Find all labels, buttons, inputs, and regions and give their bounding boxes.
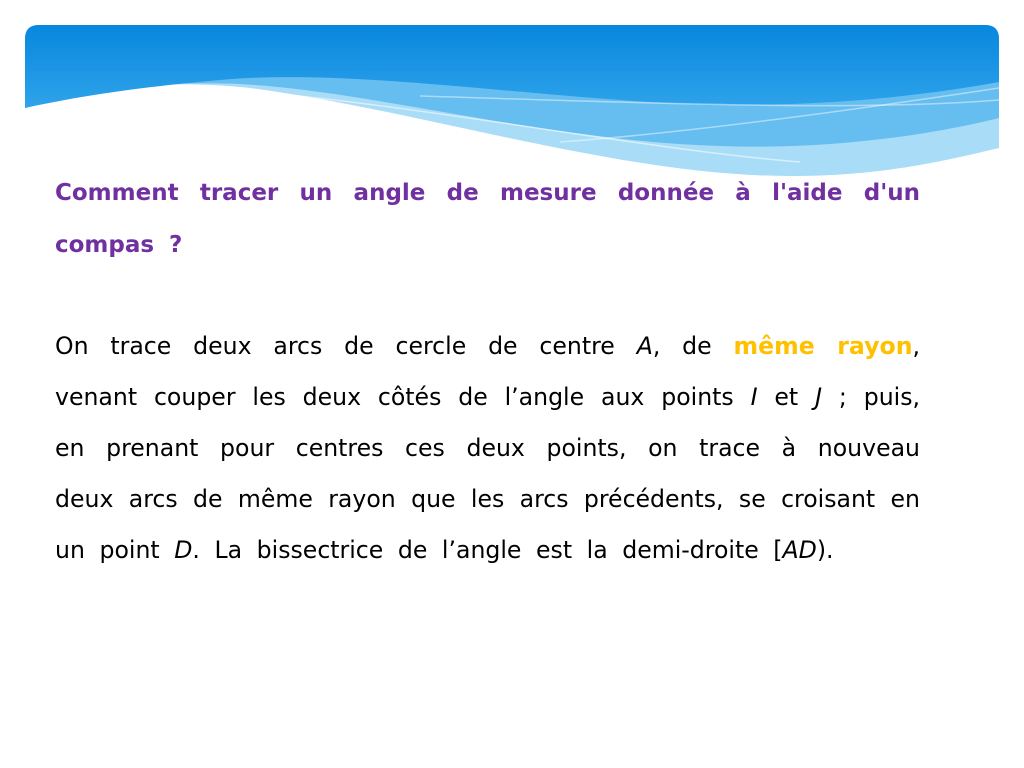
slide-title: Comment tracer un angle de mesure donnée à l'aide d'un compas ? — [55, 180, 920, 258]
body-text-segment: ). — [816, 536, 834, 564]
header-banner — [0, 0, 1024, 190]
point-j-label: J — [815, 383, 823, 411]
point-d-label: D — [174, 536, 193, 564]
body-text-segment: On trace deux arcs de cercle de centre — [55, 332, 637, 360]
body-text-segment: ; puis, en prenant pour centres ces deux points, on trace à nouveau deux arcs de même rayon que les arcs précédents, se croisant en un point — [55, 383, 920, 564]
body-text-segment: , venant couper les deux côtés de l’angle aux points — [55, 332, 921, 411]
body-paragraph — [55, 321, 920, 576]
point-i-label: I — [750, 383, 758, 411]
body-text-segment: . La bissectrice de l’angle est la demi-droite [ — [192, 536, 783, 564]
body-text-segment: et — [757, 383, 816, 411]
body-text-segment: , de — [652, 332, 734, 360]
highlight-phrase: même rayon — [733, 332, 913, 360]
point-a-label: A — [636, 332, 653, 360]
segment-ad-label: AD — [782, 536, 817, 564]
